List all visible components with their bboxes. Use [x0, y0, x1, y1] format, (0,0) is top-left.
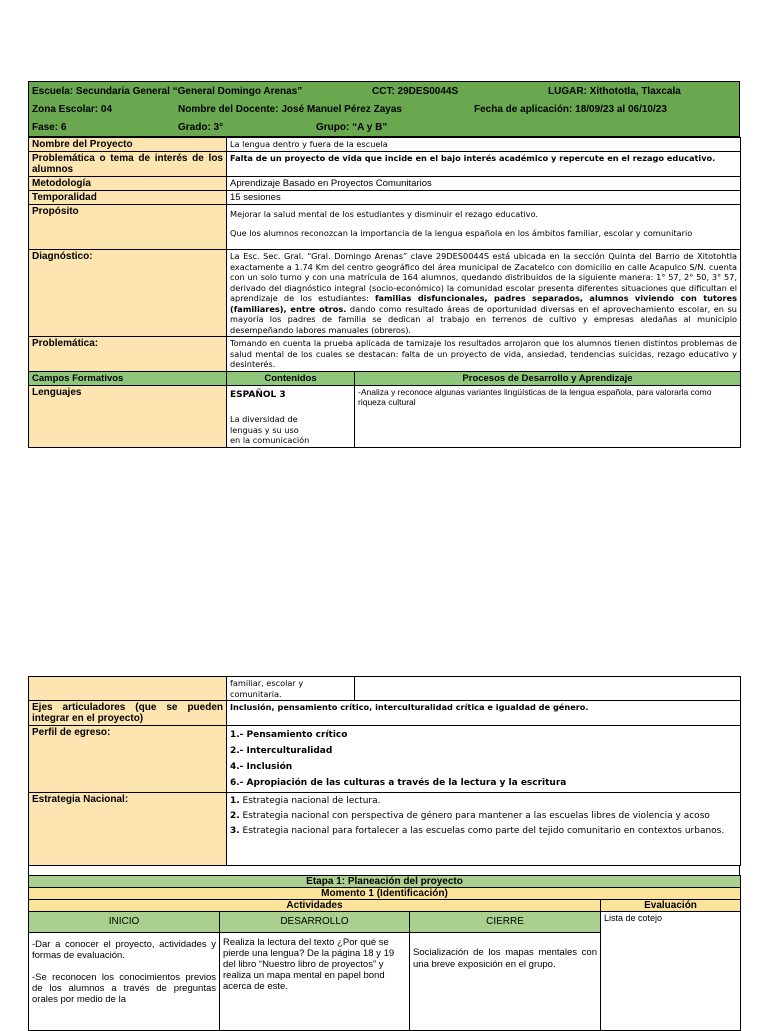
- col-procesos: Procesos de Desarrollo y Aprendizaje: [355, 371, 741, 385]
- inicio-text-1: -Dar a conocer el proyecto, actividades y formas de evaluación.: [32, 939, 216, 961]
- inicio-text-2: -Se reconocen los conocimientos previos de los alumnos a través de preguntas orales por medio de la: [32, 972, 216, 1005]
- inicio-header: INICIO: [29, 912, 220, 933]
- evaluation-header: Evaluación: [601, 900, 741, 912]
- problem-topic-label: Problemática o tema de interés de los alumnos: [29, 152, 227, 177]
- cierre-header: CIERRE: [410, 912, 601, 933]
- strategy-item: 3. Estrategia nacional para fortalecer a las escuelas como parte del tejido comunitario en contextos urbanos.: [230, 826, 725, 836]
- strategy-item: 2. Estrategia nacional con perspectiva de género para mantener a las escuelas libres de violencia y acoso: [230, 811, 710, 821]
- methodology-label: Metodología: [29, 177, 227, 191]
- purpose-line-1: Mejorar la salud mental de los estudiantes y disminuir el rezago educativo.: [230, 209, 539, 219]
- page-1: [28, 81, 740, 448]
- cierre-cell: Socialización de los mapas mentales con una breve exposición en el grupo.: [410, 933, 601, 1031]
- continued-label-cell: [29, 677, 227, 701]
- activities-header: Actividades: [29, 900, 601, 912]
- contenido-cell: [227, 385, 355, 447]
- diagnosis-text-a: La Esc. Sec. Gral. “Gral. Domingo Arenas” clave 29DES0044S está ubicada en la sección Quinta del Barrio de Xitotohtla exactamente a 1.74 Km del centro geográfico del área municipal de Zacatelco con domicilio en calle Acapulco S/N. cuenta con un solo turno y con una matrícula de 164 alumnos, quedando distribuidos de la siguiente manera: 1° 57, 2° 50, 3° 57, derivado del diagnóstico integral (socio-económico) la comunidad escolar presenta diferentes situaciones que dificultan el aprendizaje de los estudiantes:: [230, 251, 737, 303]
- checklist-cell: Lista de cotejo: [601, 912, 741, 1031]
- inicio-cell: [29, 933, 220, 1031]
- purpose-line-2: Que los alumnos reconozcan la importancia de la lengua española en los ámbitos familiar, escolar y comunitario: [230, 227, 693, 238]
- strategy-list: [227, 793, 741, 866]
- problem-label: Problemática:: [29, 337, 227, 372]
- school-zone: Zona Escolar: 04: [32, 103, 113, 115]
- header-row-1: [29, 82, 739, 100]
- moment-title: Momento 1 (Identificación): [29, 888, 741, 900]
- axes-value: Inclusión, pensamiento crítico, interculturalidad crítica e igualdad de género.: [227, 701, 741, 726]
- header-row-2: [29, 100, 739, 118]
- diagnosis-label: Diagnóstico:: [29, 250, 227, 337]
- diagnosis-text-c: dando como resultado áreas de oportunidad diversas en el aprovechamiento escolar, en su mayoría los padres de familia se dedican al trabajo en terrenos de cultivo y empresas aledañas al municipio desempeñando labores manuales (obreros).: [230, 303, 737, 335]
- purpose-value: [227, 205, 741, 250]
- profile-label: Perfil de egreso:: [29, 726, 227, 793]
- teacher-name: Nombre del Docente: José Manuel Pérez Zayas: [178, 103, 402, 115]
- project-name-value: La lengua dentro y fuera de la escuela: [227, 138, 741, 152]
- diagnosis-text-b: familias disfuncionales, padres separados, alumnos viviendo con tutores (familiares), entre otros.: [230, 293, 737, 314]
- school-header: [28, 81, 740, 137]
- location: LUGAR: Xithototla, Tlaxcala: [548, 85, 681, 97]
- phase: Fase: 6: [32, 121, 67, 133]
- problem-value: Tomando en cuenta la prueba aplicada de tamizaje los resultados arrojaron que los alumnos tienen distintos problemas de salud mental de los cuales se destacan: falta de un proyecto de vida, ansiedad, tendencias suicidas, rezago educativo y desinterés.: [227, 337, 741, 372]
- diagnosis-value: [227, 250, 741, 337]
- lenguajes-label: Lenguajes: [29, 385, 227, 447]
- desarrollo-cell: Realiza la lectura del texto ¿Por qué se pierde una lengua? De la página 18 y 19 del libro “Nuestro libro de proyectos” y realiza un mapa mental en papel bond acerca de este.: [220, 933, 410, 1031]
- stage-title: Etapa 1: Planeación del proyecto: [29, 876, 741, 888]
- col-campos: Campos Formativos: [29, 371, 227, 385]
- problem-topic-value: Falta de un proyecto de vida que incide en el bajo interés académico y repercute en el rezago educativo.: [227, 152, 741, 177]
- group: Grupo: “A y B”: [316, 121, 388, 133]
- purpose-label: Propósito: [29, 205, 227, 250]
- strategy-item: 1. Estrategia nacional de lectura.: [230, 796, 381, 806]
- profile-item: 1.- Pensamiento crítico: [230, 730, 348, 740]
- col-contenidos: Contenidos: [227, 371, 355, 385]
- profile-item: 6.- Apropiación de las culturas a través de la lectura y la escritura: [230, 778, 567, 788]
- duration-label: Temporalidad: [29, 191, 227, 205]
- grade: Grado: 3°: [178, 121, 224, 133]
- activities-table: [28, 875, 741, 1031]
- methodology-value: Aprendizaje Basado en Proyectos Comunitarios: [227, 177, 741, 191]
- project-name-label: Nombre del Proyecto: [29, 138, 227, 152]
- application-date: Fecha de aplicación: 18/09/23 al 06/10/23: [474, 103, 667, 115]
- proceso-cell: -Analiza y reconoce algunas variantes lingüísticas de la lengua española, para valorarla como riqueza cultural: [355, 385, 741, 447]
- project-table: [28, 137, 741, 448]
- espanol-label: ESPAÑOL 3: [230, 389, 286, 400]
- continuation-empty: [355, 677, 741, 701]
- profile-item: 2.- Interculturalidad: [230, 746, 333, 756]
- project-table-continued: [28, 676, 741, 866]
- strategy-label: Estrategia Nacional:: [29, 793, 227, 866]
- axes-label: Ejes articuladores (que se pueden integrar en el proyecto): [29, 701, 227, 726]
- profile-list: [227, 726, 741, 793]
- desarrollo-header: DESARROLLO: [220, 912, 410, 933]
- page-2: [28, 676, 740, 1031]
- continuation-text: familiar, escolar y comunitaria.: [227, 677, 355, 701]
- duration-value: 15 sesiones: [227, 191, 741, 205]
- header-row-3: [29, 118, 739, 136]
- contenido-text: La diversidad de lenguas y su uso en la comunicación: [230, 414, 310, 445]
- profile-item: 4.- Inclusión: [230, 762, 293, 772]
- school-name: Escuela: Secundaria General “General Domingo Arenas”: [32, 85, 303, 97]
- cct-code: CCT: 29DES0044S: [372, 85, 459, 97]
